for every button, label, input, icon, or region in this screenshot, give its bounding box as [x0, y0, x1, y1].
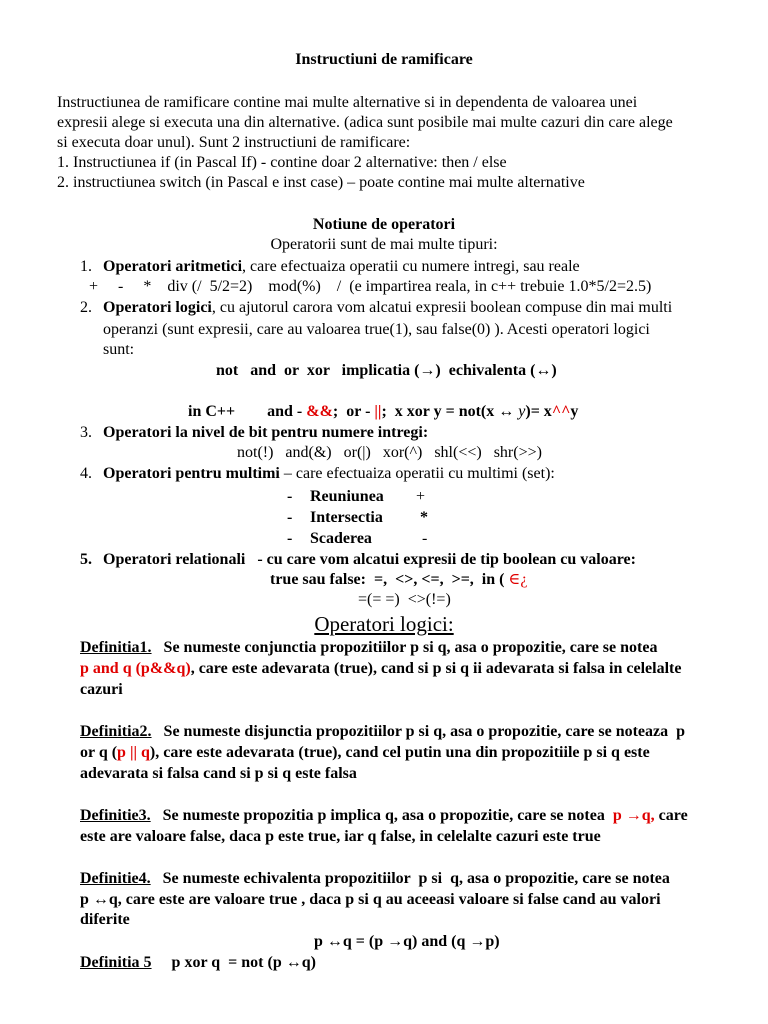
- def5-line: [80, 953, 316, 973]
- page-title: Instructiuni de ramificare: [295, 51, 473, 68]
- def2-notation: p || q: [117, 744, 150, 761]
- op4-rest: – care efectuaiza operatii cu multimi (set):: [279, 465, 555, 482]
- def1-line-1: [80, 638, 657, 658]
- set-dash-1: -: [287, 488, 293, 505]
- set-name-2: Intersectia: [310, 509, 383, 526]
- def2-line-2-b: ), care este adevarata (true), cand cel putin una din propozitiile p si q este: [149, 744, 650, 761]
- op5-number: 5.: [80, 551, 92, 568]
- cpp-y: y: [518, 403, 526, 420]
- op4-bold: Operatori pentru multimi: [103, 465, 280, 482]
- set-symbol-3: -: [422, 530, 428, 547]
- cpp-e: y: [570, 403, 579, 420]
- def3-label: Definitie3.: [80, 807, 151, 824]
- op2-logical-list: not and or xor implicatia (→) echivalenta (↔): [216, 362, 557, 379]
- def2-label: Definitia2.: [80, 723, 152, 740]
- cpp-caret: ^^: [551, 403, 571, 420]
- op3-number: 3.: [80, 424, 92, 441]
- op1-number: 1.: [80, 258, 92, 275]
- def1-label: Definitia1.: [80, 639, 152, 656]
- def1-line-2: [80, 659, 681, 679]
- def2-line-1: [80, 722, 685, 742]
- def4-text: Se numeste echivalenta propozitiilor p si q, asa o propozitie, care se notea: [150, 870, 670, 887]
- intro-item-1: 1. Instructiunea if (in Pascal If) - contine doar 2 alternative: then / else: [57, 154, 507, 171]
- intro-line-2: expresii alege si executa una din alternative. (adica sunt posibile mai multe cazuri din care alege: [57, 114, 673, 131]
- def5-text: p xor q = not (p ↔q): [151, 954, 316, 971]
- def3-notation: p →q,: [612, 807, 655, 824]
- cpp-d: )= x: [525, 403, 552, 420]
- set-dash-2: -: [287, 509, 293, 526]
- cpp-c: ; x xor y = not(x ↔: [381, 403, 519, 420]
- op2-text: [103, 298, 672, 318]
- def4-line-3: diferite: [80, 911, 130, 928]
- op1-operators: [89, 277, 651, 297]
- cpp-or: ||: [374, 403, 382, 420]
- op5-text: Operatori relationali - cu care vom alcatui expresii de tip boolean cu valoare:: [103, 551, 636, 568]
- cpp-a: in C++ and -: [188, 403, 307, 420]
- section-subheading: Operatorii sunt de mai multe tipuri:: [270, 236, 498, 253]
- op2-line-2: operanzi (sunt expresii, care au valoarea true(1), sau false(0) ). Acesti operatori logici: [103, 321, 650, 338]
- def2-line-2: [80, 743, 650, 763]
- section-heading-operatori-logici: Operatori logici:: [314, 612, 454, 636]
- def1-text: Se numeste conjunctia propozitiilor p si q, asa o propozitie, care se notea: [151, 639, 658, 656]
- op5-line-2-text: true sau false: =, <>, <=, >=, in (: [270, 571, 509, 588]
- op4-text: [103, 464, 555, 484]
- def2-line-2-a: or q (: [80, 744, 118, 761]
- op2-number: 2.: [80, 299, 92, 316]
- set-dash-3: -: [287, 530, 293, 547]
- set-name-1: Reuniunea: [310, 488, 384, 505]
- def5-label: Definitia 5: [80, 954, 152, 971]
- def4-formula: p ↔q = (p →q) and (q →p): [314, 933, 500, 950]
- def4-line-1: [80, 869, 670, 889]
- def3-text: Se numeste propozitia p implica q, asa o propozitie, care se notea: [150, 807, 613, 824]
- def2-line-3: adevarata si falsa cand si p si q este falsa: [80, 765, 357, 782]
- op5-line-3: =(= =) <>(!=): [358, 591, 451, 608]
- def1-notation: p and q (p&&q): [80, 660, 191, 677]
- intro-line-1: Instructiunea de ramificare contine mai multe alternative si in dependenta de valoarea unei: [57, 94, 638, 111]
- def3-line-1: [80, 806, 688, 826]
- op2-line-3: sunt:: [103, 341, 135, 358]
- op3-bold: Operatori la nivel de bit pentru numere intregi:: [103, 424, 429, 441]
- op2-cpp-line: [188, 402, 578, 422]
- op2-rest: , cu ajutorul carora vom alcatui expresii boolean compuse din mai multi: [211, 299, 673, 316]
- def3-line-2: este are valoare false, daca p este true, iar q false, in celelalte cazuri este true: [80, 828, 601, 845]
- op5-line-2: [270, 570, 527, 590]
- intro-item-2: 2. instructiunea switch (in Pascal e inst case) – poate contine mai multe alternative: [57, 174, 585, 191]
- intro-line-3: si executa doar unul). Sunt 2 instructiuni de ramificare:: [57, 134, 411, 151]
- op4-number: 4.: [80, 465, 92, 482]
- def4-line-2: p ↔q, care este are valoare true , daca p si q au aceeasi valoare si false cand au valori: [80, 891, 661, 908]
- cpp-and: &&: [306, 403, 333, 420]
- set-symbol-1: +: [416, 488, 426, 505]
- def3-tail: care: [654, 807, 688, 824]
- op3-operators: not(!) and(&) or(|) xor(^) shl(<<) shr(>>): [237, 444, 542, 461]
- def2-text: Se numeste disjunctia propozitiilor p si q, asa o propozitie, care se noteaza p: [151, 723, 686, 740]
- op1-operators-text: + - * div (/ 5/2=2) mod(%) / (e impartirea reala, in c++ trebuie 1.0*5/2=2.5): [89, 278, 652, 295]
- set-symbol-2: *: [420, 509, 428, 526]
- op2-bold: Operatori logici: [103, 299, 212, 316]
- set-name-3: Scaderea: [310, 530, 372, 547]
- def4-label: Definitie4.: [80, 870, 151, 887]
- op1-text: [103, 257, 580, 277]
- def1-line-2-text: , care este adevarata (true), cand si p si q ii adevarata si falsa in celelalte: [190, 660, 682, 677]
- def1-line-3: cazuri: [80, 681, 123, 698]
- op5-line-2-red: ∈¿: [508, 571, 528, 588]
- op1-bold: Operatori aritmetici: [103, 258, 243, 275]
- cpp-b: ; or -: [332, 403, 375, 420]
- section-heading-notiuni: Notiune de operatori: [312, 216, 456, 233]
- op1-rest: , care efectuaiza operatii cu numere intregi, sau reale: [242, 258, 580, 275]
